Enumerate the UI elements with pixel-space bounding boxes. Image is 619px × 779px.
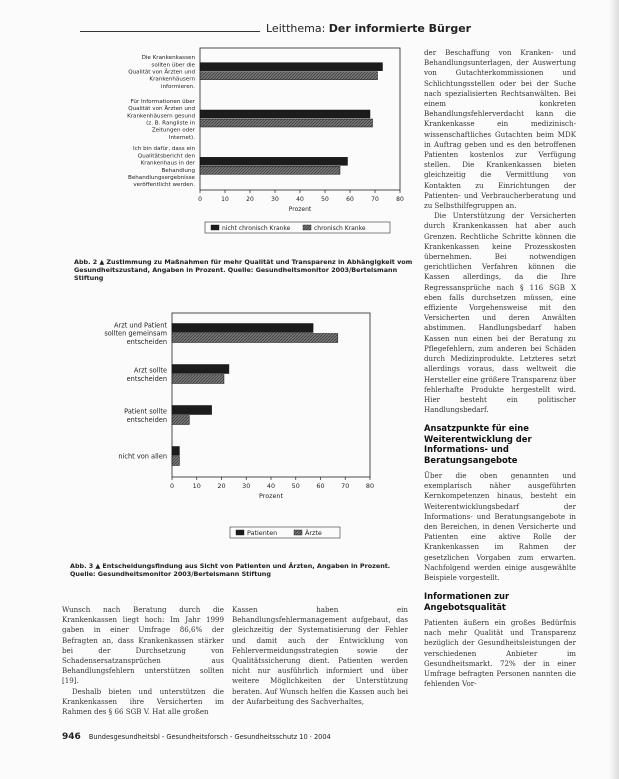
x-axis-label: Prozent xyxy=(259,492,283,500)
chart-2-svg xyxy=(70,305,410,550)
bar-series-2 xyxy=(172,416,189,425)
right-paragraph-3: Über die oben genannten und exemplarisch näher ausgeführten Kernkompetenzen hinaus, besteht ein Weiterentwicklungsbedarf der Informations- und Beratungsangebote in den Bereichen, in denen Versicherte und Patienten eine aktive Rolle der Krankenkassen im Rahmen der gesetzlichen Vorgaben zum erwarten. Nachfolgend werden einige ausgewählte Beispiele vorgestellt. xyxy=(424,470,576,582)
legend-label: chronisch Kranke xyxy=(314,225,366,232)
x-tick-label: 20 xyxy=(217,482,226,490)
x-tick-label: 50 xyxy=(321,196,329,203)
legend-label: Patienten xyxy=(247,529,278,537)
category-label: Die Krankenkassen sollten über die Qualität von Ärzten und Krankenhäusern informieren. xyxy=(128,55,195,90)
journal-reference: Bundesgesundheitsbl - Gesundheitsforsch - Gesundheitsschutz 10 · 2004 xyxy=(88,733,331,741)
bar-series-1 xyxy=(172,324,313,333)
x-axis-label: Prozent xyxy=(288,206,312,213)
right-paragraph-1: der Beschaffung von Kranken- und Behandlungsunterlagen, der Auswertung von Gutachterkommissionen und Schlichtungsstellen oder bei der Suche nach spezialisierten Rechtsanwälten. Bei einem konkreten Behandlungsfehlerverdacht kann die Krankenkasse ein medizinisch-wissenschaftliches Gutachten beim MDK in Auftrag geben und es den betroffenen Patienten kostenlos zur Verfügung stellen. Die Krankenkassen bieten gleichzeitig die Vermittlung von Kontakten zu Einrichtungen der Patienten- und Verbraucherberatung und zu Selbsthilfegruppen an. xyxy=(424,48,576,211)
bar-series-2 xyxy=(200,72,378,80)
bar-series-1 xyxy=(172,406,212,415)
bottom-left-paragraph-1: Wunsch nach Beratung durch die Krankenkassen liegt hoch: Im Jahr 1999 gaben in einer Umfrage 86,6% der Befragten an, dass Krankenkassen stärker bei der Durchsetzung von Schadensersatzansprüchen aus Behandlungsfehlern unterstützen sollten [19]. xyxy=(62,605,224,686)
x-tick-label: 30 xyxy=(242,482,251,490)
x-tick-label: 70 xyxy=(341,482,350,490)
bottom-middle-column xyxy=(232,605,408,707)
bottom-left-paragraph-2: Deshalb bieten und unterstützen die Krankenkassen ihre Versicherten im Rahmen des § 66 SGB V. Hat alle großen xyxy=(62,686,224,717)
caption-2-label: Abb. 3 ▲ xyxy=(70,562,101,570)
x-tick-label: 50 xyxy=(291,482,300,490)
x-tick-label: 0 xyxy=(169,482,175,490)
category-label: Arzt und Patient sollten gemeinsam entscheiden xyxy=(104,321,167,346)
caption-2-text: Entscheidungsfindung aus Sicht von Patienten und Ärzten, Angaben in Prozent. Quelle: Gesundheitsmonitor 2003/Bertelsmann Stiftung xyxy=(70,562,391,579)
legend-label: nicht chronisch Kranke xyxy=(222,225,291,232)
chart-2 xyxy=(70,305,410,550)
x-tick-label: 60 xyxy=(346,196,354,203)
legend-swatch xyxy=(236,530,244,535)
category-label: Für Informationen über Qualität von Ärzten und Krankenhäusern gesund (z. B. Rangliste in Zeitungen oder Internet). xyxy=(127,98,195,141)
section-heading-1: Ansatzpunkte für eine Weiterentwicklung der Informations- und Beratungsangebote xyxy=(424,423,532,465)
x-tick-label: 20 xyxy=(246,196,254,203)
x-tick-label: 70 xyxy=(371,196,379,203)
bar-series-2 xyxy=(200,166,340,174)
bar-series-1 xyxy=(172,447,179,456)
bar-series-2 xyxy=(172,375,224,384)
chart-1 xyxy=(70,40,410,245)
legend-swatch xyxy=(211,225,219,230)
figure-3-caption xyxy=(70,562,410,578)
x-tick-label: 80 xyxy=(396,196,404,203)
right-paragraph-4: Patienten äußern ein großes Bedürfnis nach mehr Qualität und Transparenz bezüglich der Gesundheitsleistungen der verschiedenen Anbieter im Gesundheitsmarkt. 72% der in einer Umfrage befragten Personen nannten die fehlenden Vor- xyxy=(424,617,576,689)
category-label: Ich bin dafür, dass ein Qualitätsbericht den Krankenhaus in der Behandlung Behandlungsergebnisse veröffentlicht werden. xyxy=(127,146,195,189)
caption-1-text: Zustimmung zu Maßnahmen für mehr Qualität und Transparenz in Abhängigkeit vom Gesundheitszustand, Angaben in Prozent. Quelle: Gesundheitsmonitor 2003/Bertelsmann Stiftung xyxy=(74,258,413,283)
figure-2-caption xyxy=(74,258,414,283)
bar-series-2 xyxy=(172,334,338,343)
chart-1-svg xyxy=(70,40,410,245)
x-tick-label: 30 xyxy=(271,196,279,203)
caption-1-label: Abb. 2 ▲ xyxy=(74,258,105,266)
bottom-middle-paragraph-1: Kassen haben ein Behandlungsfehlermanagement aufgebaut, das gleichzeitig der Systematisierung der Fehler und damit auch der Entwicklung von Fehlervermeidungsstrategien sowie der Qualitätssicherung dient. Patienten werden nicht nur ausführlich informiert und über weitere Möglichkeiten der Unterstützung beraten. Auf Wunsch helfen die Kassen auch bei der Aufarbeitung des Sachverhaltes, xyxy=(232,605,408,706)
x-tick-label: 60 xyxy=(316,482,325,490)
page-number: 946 xyxy=(62,732,81,742)
header-prefix: Leitthema: xyxy=(266,22,326,35)
x-tick-label: 80 xyxy=(365,482,375,490)
x-tick-label: 40 xyxy=(266,482,276,490)
category-label: Arzt sollte entscheiden xyxy=(126,366,167,383)
section-heading-2: Informationen zur Angebotsqualität xyxy=(424,591,510,612)
x-tick-label: 10 xyxy=(192,482,201,490)
x-tick-label: 0 xyxy=(198,196,202,203)
legend-swatch xyxy=(294,530,302,535)
legend-label: Ärzte xyxy=(305,529,322,537)
bar-series-1 xyxy=(200,110,370,118)
bottom-left-column xyxy=(62,605,224,717)
right-paragraph-2: Die Unterstützung der Versicherten durch Krankenkassen hat aber auch Grenzen. Rechtliche Schritte können die Krankenkassen keine Prozesskosten übernehmen. Bei notwendigen gerichtlichen Verfahren können die Kassen allerdings, da die Ihre Regressansprüche nach § 116 SGB X eben falls durchsetzen müssen, eine effiziente Vorgehensweise mit den Versicherten und deren Anwälten abstimmen. Handlungsbedarf haben Kassen nun einen bei der Beratung zu Pflegefehlern, zum anderen bei Schäden durch Medizinprodukte. Letzteres setzt allerdings voraus, dass weltweit die Hersteller eine größere Transparenz über fehlerhafte Produkte hergestellt wird. Hier besteht ein politischer Handlungsbedarf. xyxy=(424,211,576,415)
category-label: Patient sollte entscheiden xyxy=(124,407,167,424)
legend-swatch xyxy=(303,225,311,230)
running-header xyxy=(260,22,592,35)
scan-edge-shadow xyxy=(609,0,619,779)
bar-series-1 xyxy=(200,157,348,165)
category-label: nicht von allen xyxy=(118,452,167,461)
right-column xyxy=(424,48,576,689)
x-tick-label: 10 xyxy=(221,196,229,203)
bar-series-2 xyxy=(200,119,373,127)
header-title: Der informierte Bürger xyxy=(328,22,472,35)
bar-series-2 xyxy=(172,457,179,466)
bar-series-1 xyxy=(172,365,229,374)
page-footer xyxy=(62,732,542,742)
bar-series-1 xyxy=(200,63,383,71)
x-tick-label: 40 xyxy=(296,196,304,203)
